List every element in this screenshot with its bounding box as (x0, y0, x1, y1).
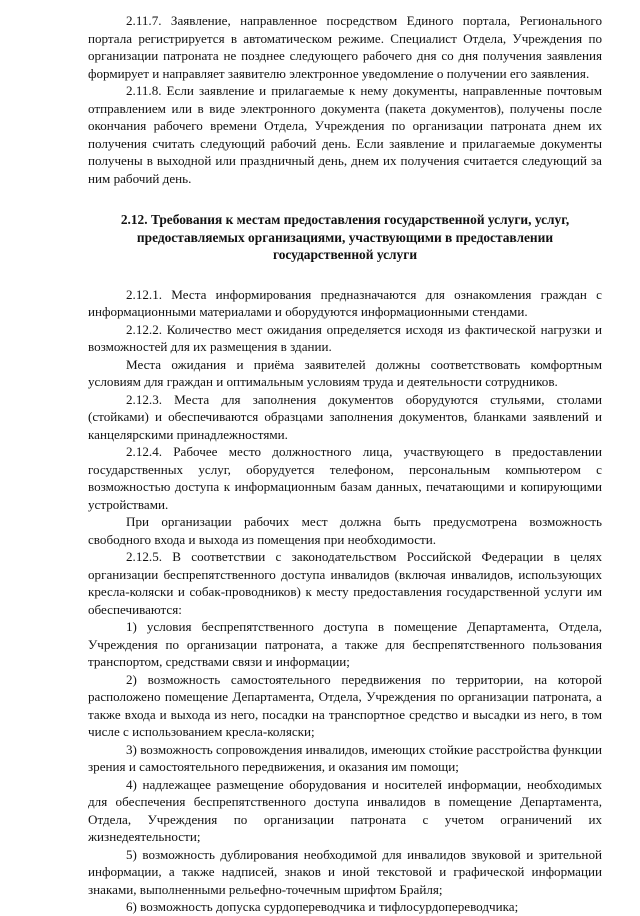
document-page (88, 12, 602, 916)
list-item-2: 2) возможность самостоятельного передвижения по территории, на которой расположено помещение Департамента, Отдела, Учреждения по организации патроната, а также входа и выхода из него, посадки на транспортное средство и высадки из него, в том числе с использованием кресла-коляски; (88, 671, 602, 739)
paragraph-2-12-5: 2.12.5. В соответствии с законодательством Российской Федерации в целях организации беспрепятственного доступа инвалидов (включая инвалидов, использующих кресла-коляски и собак-проводников) к месту предоставления государственной услуги им обеспечиваются: (88, 549, 602, 617)
list-item-3: 3) возможность сопровождения инвалидов, имеющих стойкие расстройства функции зрения и самостоятельного передвижения, и оказания им помощи; (88, 741, 602, 774)
list-item-1: 1) условия беспрепятственного доступа в помещение Департамента, Отдела, Учреждения по организации патроната, а также для беспрепятственного пользования транспортом, средствами связи и информации; (88, 619, 602, 669)
paragraph-2-12-1: 2.12.1. Места информирования предназначаются для ознакомления граждан с информационными материалами и оборудуются информационными стендами. (88, 286, 602, 319)
paragraph-2-12-4: 2.12.4. Рабочее место должностного лица, участвующего в предоставлении государственных услуг, оборудуется телефоном, персональным компьютером с возможностью доступа к информационным базам данных, печатающими и копирующими устройствами. (88, 444, 602, 512)
list-item-4: 4) надлежащее размещение оборудования и носителей информации, необходимых для обеспечения беспрепятственного доступа инвалидов в помещение Департамента, Отдела, Учреждения по организации патроната с учетом ограничений их жизнедеятельности; (88, 776, 602, 844)
paragraph-2-12-3: 2.12.3. Места для заполнения документов оборудуются стульями, столами (стойками) и обеспечиваются образцами заполнения документов, бланками заявлений и канцелярскими принадлежностями. (88, 391, 602, 442)
paragraph-waiting-places: Места ожидания и приёма заявителей должны соответствовать комфортным условиям для граждан и оптимальным условиям труда и деятельности сотрудников. (88, 356, 602, 389)
paragraph-2-11-7: 2.11.7. Заявление, направленное посредством Единого портала, Регионального портала регистрируется в автоматическом режиме. Специалист Отдела, Учреждения по организации патроната не позднее следующего рабочего дня со дня получения заявления формирует и направляет заявителю электронное уведомление о получении его заявления. (88, 13, 602, 81)
paragraph-2-11-8: 2.11.8. Если заявление и прилагаемые к нему документы, направленные почтовым отправлением или в виде электронного документа (пакета документов), получены после окончания рабочего времени Отдела, Учреждения по организации патроната днем их получения считать следующий рабочий день. Если заявление и прилагаемые документы получены в выходной или праздничный день, днем их получения считается следующий за ним рабочий день. (88, 83, 602, 186)
paragraph-2-12-2: 2.12.2. Количество мест ожидания определяется исходя из фактической нагрузки и возможностей для их размещения в здании. (88, 321, 602, 354)
paragraph-workplace-organization: При организации рабочих мест должна быть предусмотрена возможность свободного входа и выхода из помещения при необходимости. (88, 514, 602, 547)
list-item-6: 6) возможность допуска сурдопереводчика и тифлосурдопереводчика; (126, 899, 519, 914)
list-item-5: 5) возможность дублирования необходимой для инвалидов звуковой и зрительной информации, а также надписей, знаков и иной текстовой и графической информации знаками, выполненными рельефно-точечным шрифтом Брайля; (88, 846, 602, 897)
section-heading-2-12: 2.12. Требования к местам предоставления государственной услуги, услуг, предоставляемых организациями, участвующими в предоставлении государственной услуги (120, 212, 570, 262)
